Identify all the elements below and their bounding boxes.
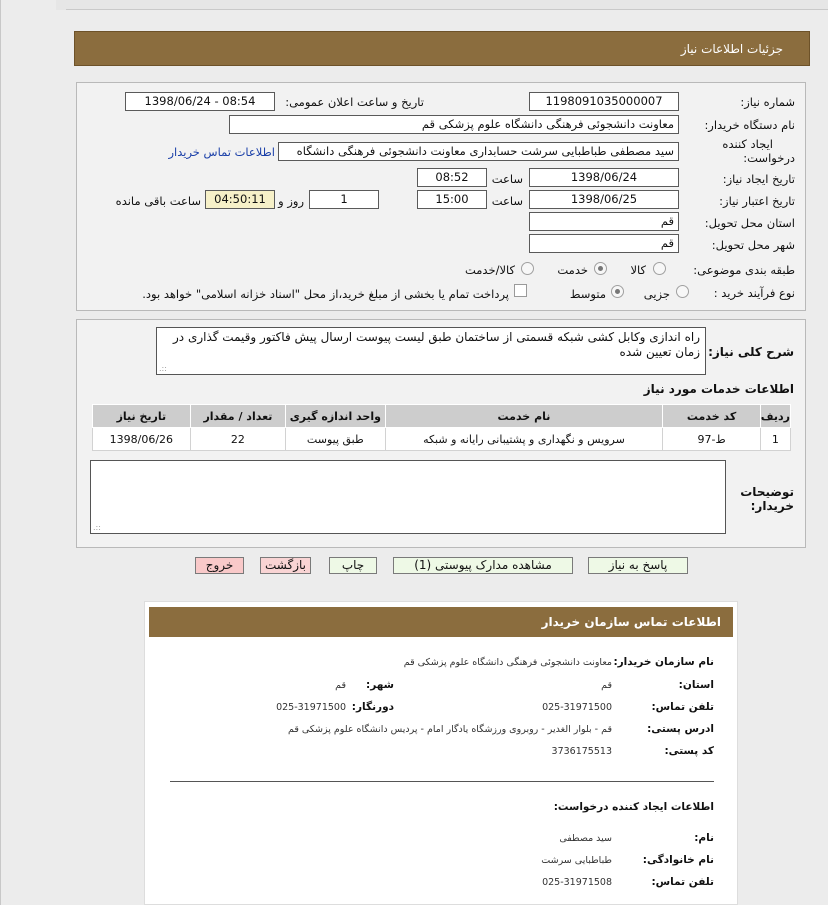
creator-label-line2: درخواست: — [743, 151, 795, 165]
remaining-label: ساعت باقی مانده — [115, 194, 201, 208]
col-service-name: نام خدمت — [385, 405, 663, 428]
col-unit: واحد اندازه گیری — [286, 405, 385, 428]
process-label: نوع فرآیند خرید : — [713, 286, 795, 300]
col-quantity: تعداد / مقدار — [190, 405, 285, 428]
page-title: جزئیات اطلاعات نیاز — [680, 42, 783, 56]
services-title: اطلاعات خدمات مورد نیاز — [643, 382, 794, 396]
col-need-date: تاریخ نیاز — [93, 405, 191, 428]
cell-row: 1 — [760, 428, 790, 451]
contact-fax-value: 025-31971500 — [276, 702, 346, 713]
contact-postal-label: کد پستی: — [664, 745, 714, 757]
process-option-medium: متوسط — [569, 287, 606, 301]
days-label: روز و — [278, 194, 304, 208]
attachments-button[interactable]: مشاهده مدارک پیوستی (1) — [393, 557, 573, 574]
services-table — [92, 404, 791, 451]
contact-city-value: قم — [335, 680, 346, 691]
city-label: شهر محل تحویل: — [711, 238, 795, 252]
category-radio-service[interactable] — [594, 262, 607, 275]
buyer-org-field[interactable]: معاونت دانشجوئی فرهنگی دانشگاه علوم پزشکی قم — [229, 115, 679, 134]
process-option-minor: جزیی — [643, 287, 670, 301]
contact-province-label: استان: — [678, 679, 714, 691]
need-number-label: شماره نیاز: — [740, 95, 795, 109]
buyer-notes-label-line1: توضیحات — [740, 485, 794, 499]
print-button[interactable]: چاپ — [329, 557, 377, 574]
services-header-row — [93, 405, 791, 428]
buyer-org-label: نام دستگاه خریدار: — [704, 118, 795, 132]
creator-name-value: سید مصطفی — [559, 833, 612, 844]
description-label: شرح کلی نیاز: — [708, 345, 794, 359]
cell-need-date: 1398/06/26 — [93, 428, 191, 451]
contact-divider — [170, 781, 714, 782]
exit-button[interactable]: خروج — [195, 557, 244, 574]
description-resize-handle[interactable]: ::. — [159, 364, 167, 373]
payment-note: پرداخت تمام یا بخشی از مبلغ خرید،از محل "اسناد خزانه اسلامی" خواهد بود. — [142, 287, 509, 301]
category-option-goods: کالا — [630, 263, 646, 277]
category-option-service: خدمت — [557, 263, 588, 277]
creator-section-title: اطلاعات ایجاد کننده درخواست: — [553, 801, 714, 813]
col-service-code: کد خدمت — [663, 405, 760, 428]
cell-service-code: ط-97 — [663, 428, 760, 451]
creator-label-line1: ایجاد کننده — [722, 137, 773, 151]
top-divider — [66, 9, 828, 10]
buyer-contact-link[interactable]: اطلاعات تماس خریدار — [168, 145, 275, 159]
page-header — [74, 31, 810, 66]
contact-address-value: قم - بلوار الغدیر - روبروی ورزشگاه یادگار امام - پردیس دانشگاه علوم پزشکی قم — [288, 724, 612, 735]
announce-datetime-field[interactable]: 1398/06/24 - 08:54 — [125, 92, 275, 111]
category-label: طبقه بندی موضوعی: — [693, 263, 795, 277]
process-radio-minor[interactable] — [676, 285, 689, 298]
validity-hour-label: ساعت — [491, 194, 523, 208]
remaining-time-field: 04:50:11 — [205, 190, 275, 209]
table-row — [93, 428, 791, 451]
category-radio-goods[interactable] — [653, 262, 666, 275]
contact-fax-label: دورنگار: — [351, 701, 394, 713]
contact-phone-value: 025-31971500 — [542, 702, 612, 713]
created-hour-label: ساعت — [491, 172, 523, 186]
contact-phone-label: تلفن تماس: — [651, 701, 714, 713]
validity-time-field[interactable]: 15:00 — [417, 190, 487, 209]
buyer-notes-textarea[interactable] — [90, 460, 726, 534]
left-edge — [0, 0, 56, 905]
contact-province-value: قم — [601, 680, 612, 691]
creator-name-label: نام: — [694, 832, 714, 844]
description-textarea[interactable] — [156, 327, 706, 375]
created-date-field[interactable]: 1398/06/24 — [529, 168, 679, 187]
contact-address-label: ادرس پستی: — [647, 723, 714, 735]
validity-date-field[interactable]: 1398/06/25 — [529, 190, 679, 209]
back-button[interactable]: بازگشت — [260, 557, 311, 574]
contact-card-header — [149, 607, 733, 637]
contact-org-label: نام سازمان خریدار: — [613, 656, 714, 668]
cell-quantity: 22 — [190, 428, 285, 451]
contact-postal-value: 3736175513 — [551, 746, 612, 757]
creator-family-label: نام خانوادگی: — [642, 854, 714, 866]
creator-family-value: طباطبایی سرشت — [541, 855, 612, 866]
days-field[interactable]: 1 — [309, 190, 379, 209]
city-field[interactable]: قم — [529, 234, 679, 253]
payment-checkbox[interactable] — [514, 284, 527, 297]
creator-phone-label: تلفن تماس: — [651, 876, 714, 888]
category-radio-goods-service[interactable] — [521, 262, 534, 275]
cell-service-name: سرویس و نگهداری و پشتیبانی رایانه و شبکه — [385, 428, 663, 451]
province-label: استان محل تحویل: — [704, 216, 795, 230]
description-text: راه اندازی وکابل کشی شبکه قسمتی از ساختمان طبق لیست پیوست ارسال پیش فاکتور وقیمت گذاری در زمان تعیین شده — [172, 330, 700, 359]
created-time-field[interactable]: 08:52 — [417, 168, 487, 187]
province-field[interactable]: قم — [529, 212, 679, 231]
buyer-notes-label-line2: خریدار: — [750, 499, 794, 513]
cell-unit: طبق پیوست — [286, 428, 385, 451]
contact-card-title: اطلاعات تماس سازمان خریدار — [541, 615, 721, 629]
buyer-notes-resize-handle[interactable]: ::. — [93, 523, 101, 532]
creator-field[interactable]: سید مصطفی طباطبایی سرشت حسابداری معاونت دانشجوئی فرهنگی دانشگاه — [278, 142, 679, 161]
category-option-goods-service: کالا/خدمت — [464, 263, 515, 277]
col-row: ردیف — [760, 405, 790, 428]
created-date-label: تاریخ ایجاد نیاز: — [722, 172, 795, 186]
contact-org-value: معاونت دانشجوئی فرهنگی دانشگاه علوم پزشکی قم — [403, 657, 612, 668]
creator-phone-value: 025-31971508 — [542, 877, 612, 888]
validity-label: تاریخ اعتبار نیاز: — [719, 194, 795, 208]
announce-label: تاریخ و ساعت اعلان عمومی: — [285, 95, 424, 109]
process-radio-medium[interactable] — [611, 285, 624, 298]
reply-button[interactable]: پاسخ به نیاز — [588, 557, 688, 574]
need-number-field[interactable]: 1198091035000007 — [529, 92, 679, 111]
contact-city-label: شهر: — [366, 679, 394, 691]
